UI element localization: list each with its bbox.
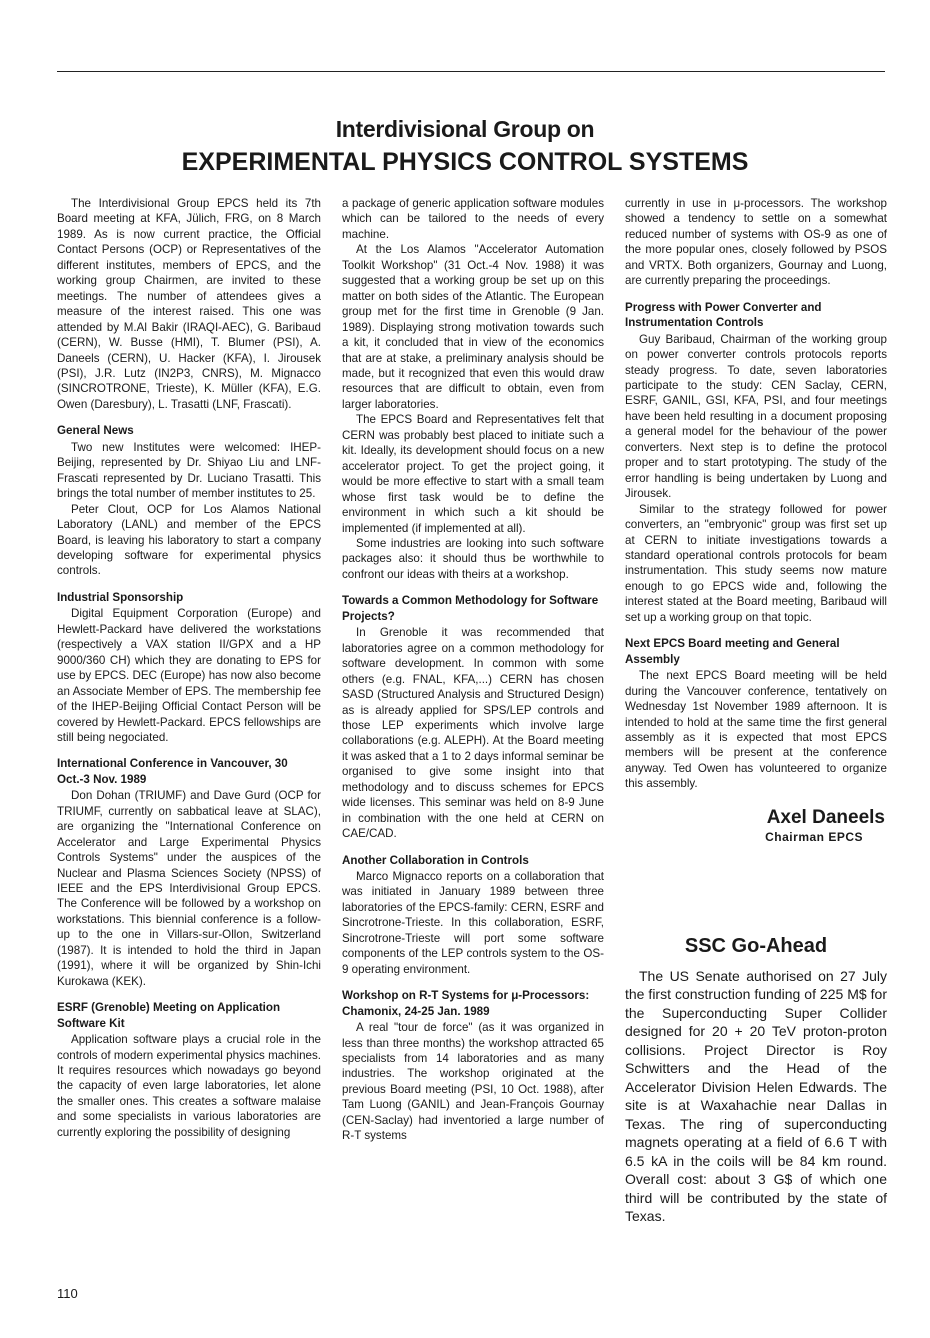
collaboration-paragraph: Marco Mignacco reports on a collaboration that was initiated in January 1989 between three laboratories of the EPCS-family: CERN, ESRF and Sincrotrone-Trieste. In this collaboration, ESRF, Sincrotrone-Trieste will port some software components of the LEP controls system to the OS-9 operating environment. bbox=[342, 870, 604, 976]
intro-paragraph: The Interdivisional Group EPCS held its 7th Board meeting at KFA, Jülich, FRG, on 8 March 1989. As is now current practice, the Official Contact Persons (OCP) or Representatives of the different institutes, members of EPCS, and the working group Chairmen, are invited to these meetings. The number of attendees gives a measure of the interest raised. This one was attended by M.Al Bakir (IRAQI-AEC), G. Baribaud (CERN), W. Busse (HMI), T. Blumer (PSI), A. Daneels (CERN), U. Hacker (KFA), I. Jirousek (PSI), J.R. Lutz (IN2P3, CNRS), M. Mignacco (SINCROTRONE, Trieste), K. Müller (KFA), E.G. Owen (Daresbury), L. Trasatti (LNF, Frascati). bbox=[57, 197, 321, 411]
page-title-line2: EXPERIMENTAL PHYSICS CONTROL SYSTEMS bbox=[181, 148, 749, 176]
signature-block bbox=[625, 806, 887, 845]
methodology-heading: Towards a Common Methodology for Software Projects? bbox=[342, 594, 599, 623]
esrf-meeting-heading: ESRF (Grenoble) Meeting on Application Software Kit bbox=[57, 1001, 281, 1030]
rt-workshop-heading: Workshop on R-T Systems for μ-Processors: Chamonix, 24-25 Jan. 1989 bbox=[342, 989, 590, 1018]
power-converter-paragraph-2: Similar to the strategy followed for power converters, an "embryonic" group was first set up at CERN to initiate investigations towards a standard operational controls protocols for beam instrumentation. This study seems now mature enough to go EPCS wide and, following the interest stated at the Board meeting, Baribaud will set up a working group on that topic. bbox=[625, 502, 887, 624]
general-news-heading: General News bbox=[57, 424, 134, 438]
power-converter-paragraph-1: Guy Baribaud, Chairman of the working group on power converter controls protocols reports steady progress. To date, seven laboratories participate to the study: CEN Saclay, CERN, ESRF, GANIL, GSI, KFA, PSI, and four meetings have been held resulting in a document proposing a general model for the behaviour of the power converters. Next step is to define the protocol proper and to start prototyping. The study of the error handling is being undertaken by Luong and Jirousek. bbox=[625, 332, 887, 501]
esrf-continued-paragraph: a package of generic application software modules which can be tailored to the needs of every machine. bbox=[342, 197, 604, 241]
signature-role: Chairman EPCS bbox=[765, 829, 863, 844]
ssc-article-body: The US Senate authorised on 27 July the first construction funding of 225 M$ for the Superconducting Super Collider designed for 20 + 20 TeV proton-proton collisions. Project Director is Roy Schwitters and the Head of the Accelerator Division Helen Edwards. The site is at Waxahachie near Dallas in Texas. The ring of superconducting magnets operating at a field of 6.6 T with 6.5 kA in the coils will be 84 km round. Overall cost: about 3 G$ of which one third will be contributed by the state of Texas. bbox=[625, 967, 887, 1225]
column-1 bbox=[57, 196, 321, 1140]
vancouver-conference-paragraph: Don Dohan (TRIUMF) and Dave Gurd (OCP for TRIUMF, currently on sabbatical leave at SLAC), are organizing the "International Conference on Accelerator and Large Experimental Physics Controls Systems" under the auspices of the Nuclear and Plasma Sciences Society (NPSS) of IEEE and the EPS Interdivisional Group EPCS. The Conference will be followed by a workshop on workstations. This biennial conference is a follow-up to the one in Villars-sur-Ollon, Switzerland (1987). It is intended to hold the third in Japan (1991), where it will be organized by Shin-Ichi Kurokawa (KEK). bbox=[57, 789, 321, 988]
general-news-paragraph-2: Peter Clout, OCP for Los Alamos National Laboratory (LANL) and member of the EPCS Board, is leaving his laboratory to start a company developing software for experimental physics controls. bbox=[57, 502, 321, 578]
signature-name: Axel Daneels bbox=[766, 806, 885, 828]
industrial-sponsorship-paragraph: Digital Equipment Corporation (Europe) and Hewlett-Packard have delivered the workstations (respectively a VAX station II/GPX and a HP 9000/360 CH) which they are donating to EPS for use by EPCS. DEC (Europe) has now also become an Associate Member of EPS. The membership fee of the IHEP-Beijing Official Contact Person will be covered by Hewlett-Packard. EPCS fellowships are still being negociated. bbox=[57, 607, 321, 744]
industries-paragraph: Some industries are looking into such software packages also: it should thus be worthwhile to confront our ideas with theirs at a workshop. bbox=[342, 536, 604, 581]
industrial-sponsorship-heading: Industrial Sponsorship bbox=[57, 590, 184, 604]
vancouver-conference-heading: International Conference in Vancouver, 30 Oct.-3 Nov. 1989 bbox=[57, 757, 288, 786]
los-alamos-paragraph: At the Los Alamos "Accelerator Automation Toolkit Workshop" (31 Oct.-4 Nov. 1988) it was suggested that a working group be set up on this matter on both sides of the Atlantic. The European group met for the first time in Grenoble (9 Jan. 1989). Displaying strong motivation towards such a kit, it concluded that in view of the economics that are at stake, a preliminary analysis should be made, but it recognized that even this would draw resources that are difficult to obtain, even from larger laboratories. bbox=[342, 243, 604, 411]
next-board-meeting-heading: Next EPCS Board meeting and General Assembly bbox=[625, 637, 840, 666]
esrf-meeting-paragraph: Application software plays a crucial role in the controls of modern experimental physics machines. It requires resources which nowadays go beyond the capacity of even large laboratories, let alone the smaller ones. This creates a software malaise and some specialists in various laboratories are currently exploring the possibility of designing bbox=[57, 1033, 321, 1139]
page-title-line1: Interdivisional Group on bbox=[335, 116, 595, 142]
general-news-paragraph-1: Two new Institutes were welcomed: IHEP-Beijing, represented by Dr. Shiyao Liu and LNF-Frascati represented by Dr. Luciano Trasatti. This brings the total number of member institutes to 25. bbox=[57, 440, 321, 501]
column-2 bbox=[342, 196, 604, 1144]
power-converter-heading: Progress with Power Converter and Instrumentation Controls bbox=[625, 300, 822, 330]
epcs-board-paragraph: The EPCS Board and Representatives felt that CERN was probably best placed to initiate such a kit. Ideally, its development should focus on a new accelerator project. To get the project going, it would be more effective to start with a small team whose first task would be to define the environment in which such a kit should be implemented (if implemented at all). bbox=[342, 413, 604, 535]
rt-workshop-paragraph: A real "tour de force" (as it was organized in less than three months) the workshop attracted 65 specialists from 14 laboratories and as many industries. The workshop originated at the previous Board meeting (PSI, 10 Oct. 1988), after Tam Luong (GANIL) and Jean-François Gournay (CEN-Saclay) had inventoried a large number of R-T systems bbox=[342, 1021, 604, 1143]
rt-workshop-continued-paragraph: currently in use in μ-processors. The workshop showed a tendency to settle on a somewhat reduced number of systems with OS-9 as one of the more popular ones, closely followed by PSOS and VRTX. Both organizers, Gournay and Luong, are currently preparing the proceedings. bbox=[625, 197, 887, 288]
ssc-article-title: SSC Go-Ahead bbox=[684, 934, 828, 957]
column-3 bbox=[625, 196, 887, 1226]
methodology-paragraph: In Grenoble it was recommended that laboratories agree on a common methodology for software development. In common with some others (e.g. FNAL, KFA,...) CERN has chosen SASD (Structured Analysis and Structured Design) as is already applied for SPS/LEP controls and those LEP experiments which involve large collaborations (e.g. ALEPH). At the Board meeting it was asked that a 1 to 2 days informal seminar be organised to give some insight into that methodology and to discuss schemes for EPCS wide licenses. This seminar was held on 8-9 June in combination with the one held at CERN on CAE/CAD. bbox=[342, 626, 604, 841]
next-board-meeting-paragraph: The next EPCS Board meeting will be held during the Vancouver conference, tentatively on Wednesday 1st November 1989 afternoon. It is intended to hold at the same time the first general assembly as it is expected that most EPCS members will be present at the conference anyway. Ted Owen has volunteered to organize this assembly. bbox=[625, 669, 887, 791]
collaboration-heading: Another Collaboration in Controls bbox=[342, 853, 529, 867]
top-rule bbox=[57, 71, 885, 72]
page-number: 110 bbox=[57, 1286, 78, 1301]
